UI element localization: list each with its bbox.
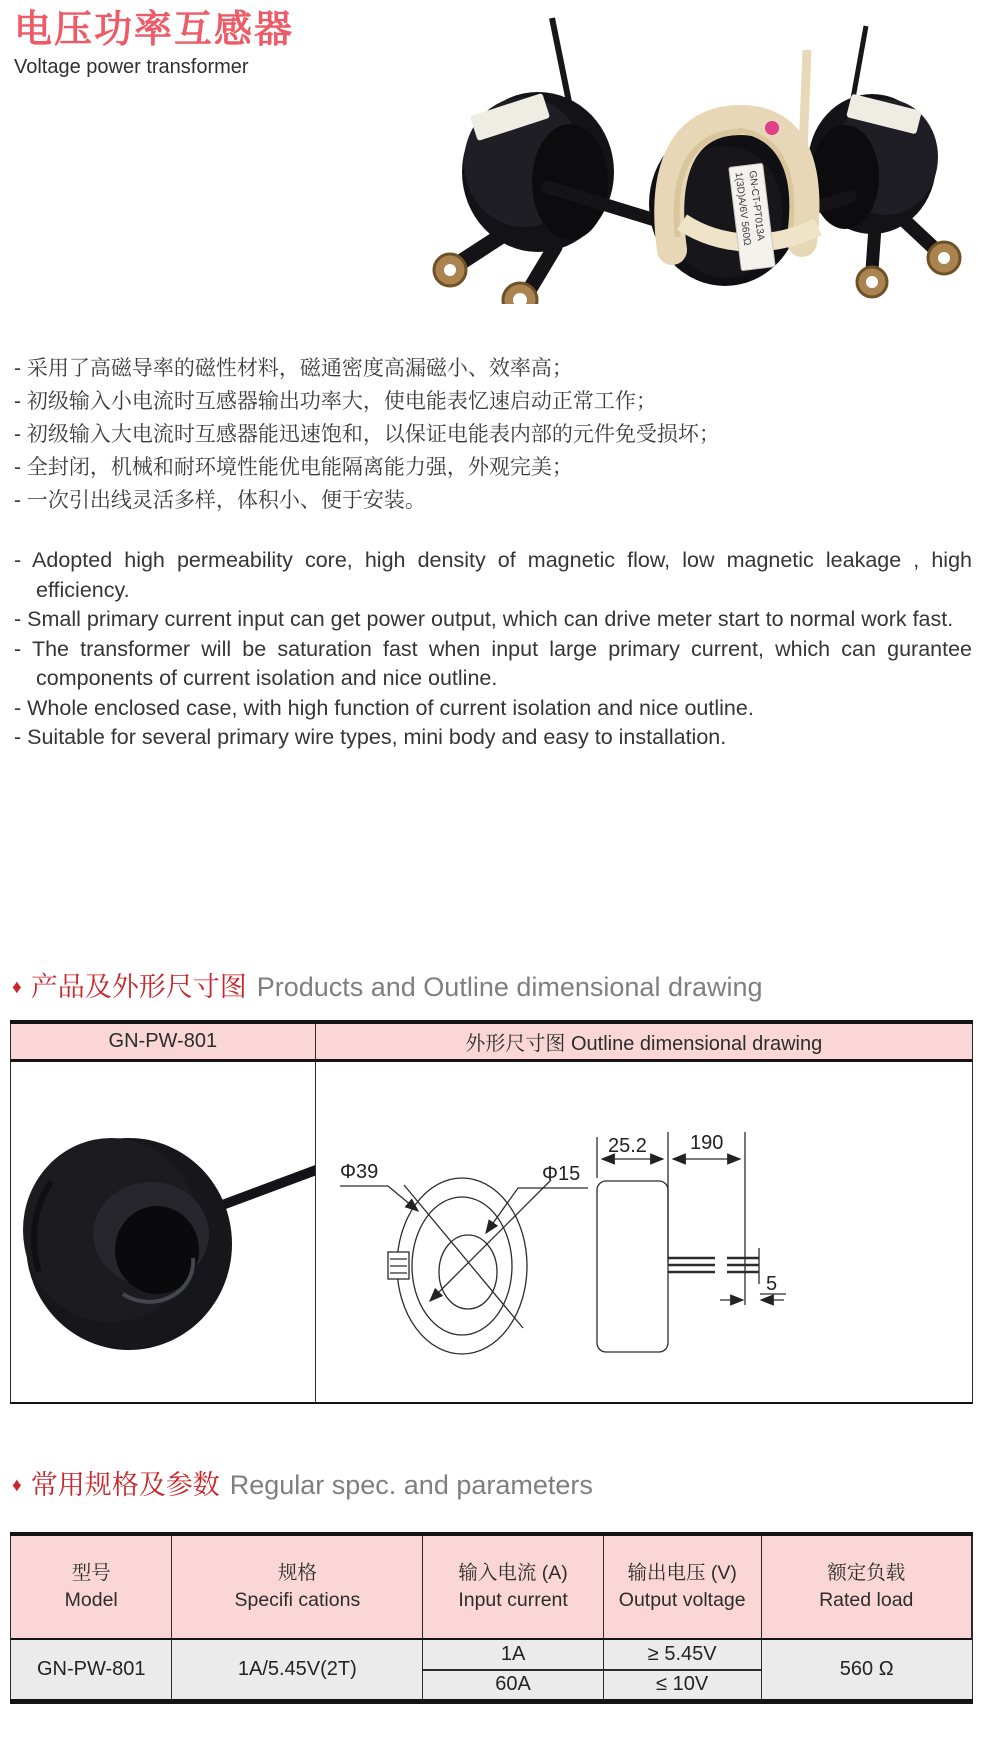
section-title-zh: 产品及外形尺寸图	[30, 972, 247, 1002]
outline-model-cell: GN-PW-801	[11, 1024, 316, 1059]
transformer-left	[458, 92, 655, 297]
spec-header-model: 型号 Model	[11, 1536, 172, 1640]
diamond-icon: ♦	[12, 1475, 22, 1496]
page-title-zh: 电压功率互感器	[14, 9, 295, 51]
product-photo-illustration	[420, 12, 978, 304]
spec-cell-input-current	[423, 1640, 604, 1699]
ring-terminal	[434, 254, 466, 286]
section-title-en: Products and Outline dimensional drawing	[256, 972, 763, 1002]
spec-cell-model: GN-PW-801	[11, 1640, 172, 1699]
dim-inner-label: Φ15	[541, 1163, 580, 1185]
svg-text:1(3D)A/6V 560Ω: 1(3D)A/6V 560Ω	[732, 171, 753, 247]
spec-header-specifications: 规格 Specifi cations	[172, 1536, 423, 1640]
feature-item-en: - Adopted high permeability core, high density of magnetic flow, low magnetic leakage , high efficiency.	[14, 548, 972, 602]
toroid-photo	[11, 1062, 316, 1402]
spec-cell-output-voltage	[604, 1640, 762, 1699]
spec-table-grid	[10, 1536, 973, 1699]
input-current-primary: 1A	[423, 1640, 603, 1671]
diamond-icon: ♦	[12, 977, 22, 998]
input-current-secondary: 60A	[495, 1673, 531, 1696]
product-photo	[420, 12, 978, 304]
feature-item-en: - Small primary current input can get power output, which can drive meter start to normal work fast.	[14, 607, 954, 631]
feature-item-zh: - 采用了高磁导率的磁性材料，磁通密度高漏磁小、效率高；	[14, 357, 573, 380]
feature-item-en: - Suitable for several primary wire types, mini body and easy to installation.	[14, 725, 727, 749]
section-title-en: Regular spec. and parameters	[229, 1470, 593, 1500]
feature-item-en: - The transformer will be saturation fast when input large primary current, which can gurantee components of current isolation and nice outline.	[14, 636, 972, 690]
feature-item-zh: - 全封闭，机械和耐环境性能优电能隔离能力强，外观完美；	[14, 456, 573, 479]
section-title-zh: 常用规格及参数	[30, 1470, 220, 1500]
spec-header-input-current: 输入电流 (A) Input current	[423, 1536, 604, 1640]
dim-length-label: 190	[689, 1132, 723, 1154]
wire-up-left	[552, 18, 570, 107]
features-list-zh	[14, 352, 974, 517]
outer-circle	[397, 1178, 527, 1354]
outline-table	[10, 1020, 973, 1404]
spec-cell-spec: 1A/5.45V(2T)	[172, 1640, 423, 1699]
page-header	[14, 10, 294, 79]
wire-up-right	[852, 26, 866, 104]
spec-header-output-voltage: 输出电压 (V) Output voltage	[604, 1536, 762, 1640]
outline-drawing-header-cell: 外形尺寸图 Outline dimensional drawing	[465, 1033, 823, 1055]
dim-width-label: 25.2	[607, 1135, 647, 1157]
dimensional-drawing-cell	[316, 1062, 972, 1402]
page-title-en: Voltage power transformer	[14, 55, 249, 78]
spec-header-rated-load: 额定负载 Rated load	[762, 1536, 972, 1640]
transformer-center	[649, 120, 818, 286]
inner-circle	[439, 1235, 497, 1309]
svg-text:GN-CT-PT013A: GN-CT-PT013A	[746, 170, 766, 242]
feature-item-en: - Whole enclosed case, with high function of current isolation and nice outline.	[14, 695, 754, 720]
ring-terminal	[503, 283, 537, 304]
dimensional-drawing	[316, 1062, 972, 1402]
coil-strip-up	[803, 50, 807, 152]
spec-table	[10, 1532, 973, 1704]
ring-terminal	[857, 267, 887, 297]
dim-lead-end-label: 5	[765, 1273, 777, 1295]
outline-table-body	[10, 1062, 973, 1402]
features-list-en	[14, 546, 972, 753]
toroid-wire	[209, 1170, 316, 1210]
section-heading-products	[12, 965, 763, 1004]
dim-outer-label: Φ39	[339, 1161, 378, 1183]
feature-item-zh: - 初级输入大电流时互感器能迅速饱和，以保证电能表内部的元件免受损坏；	[14, 423, 720, 446]
feature-item-zh: - 初级输入小电流时互感器输出功率大，使电能表忆速启动正常工作；	[14, 390, 657, 413]
output-voltage-secondary: ≤ 10V	[656, 1673, 709, 1696]
outline-table-header	[10, 1024, 973, 1062]
feature-item-zh: - 一次引出线灵活多样，体积小、便于安装。	[14, 489, 426, 512]
ring-terminal	[928, 242, 960, 274]
section-heading-specs	[12, 1463, 593, 1502]
side-view-body	[597, 1181, 668, 1352]
spec-cell-rated-load: 560 Ω	[762, 1640, 972, 1699]
toroid-photo-cell	[11, 1062, 316, 1402]
output-voltage-primary: ≥ 5.45V	[604, 1640, 761, 1671]
pink-mark	[765, 121, 779, 135]
